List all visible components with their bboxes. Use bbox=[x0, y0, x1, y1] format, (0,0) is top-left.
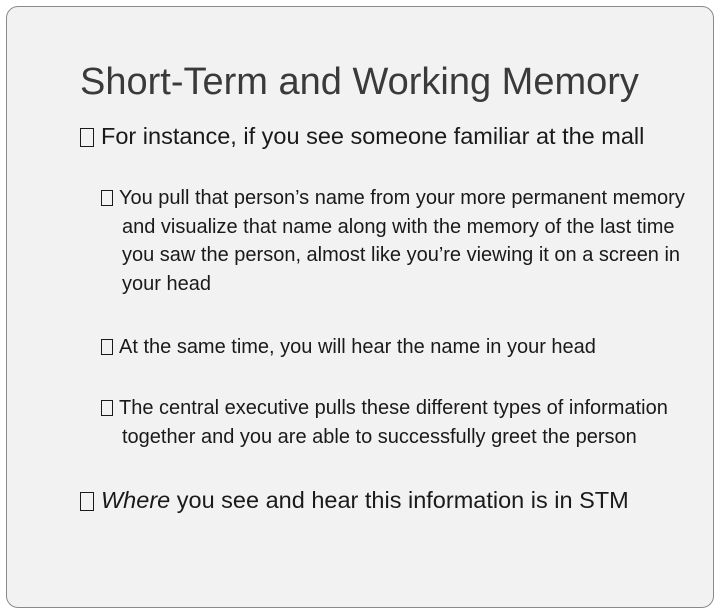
bullet-text: The central executive pulls these different types of information together and you are able to successfully greet the person bbox=[119, 397, 668, 448]
bullet-text: You pull that person’s name from your more permanent memory and visualize that name along with the memory of the last time you saw the person, almost like you’re viewing it on a screen in your head bbox=[119, 187, 685, 295]
bullet-box-icon bbox=[101, 339, 113, 355]
bullet-level1-item bbox=[80, 122, 691, 151]
bullet-emphasis-text: Where bbox=[101, 487, 171, 513]
bullet-text: At the same time, you will hear the name in your head bbox=[119, 336, 596, 358]
bullet-box-icon bbox=[101, 190, 113, 206]
bullet-box-icon bbox=[80, 492, 94, 511]
bullet-text: For instance, if you see someone familiar at the mall bbox=[101, 123, 645, 149]
bullet-text: you see and hear this information is in STM bbox=[170, 487, 629, 513]
slide-title: Short-Term and Working Memory bbox=[80, 61, 639, 103]
bullet-box-icon bbox=[80, 128, 94, 147]
bullet-level2-item bbox=[101, 333, 702, 362]
bullet-box-icon bbox=[101, 400, 113, 416]
bullet-level2-item bbox=[101, 394, 702, 451]
bullet-level2-item bbox=[101, 184, 702, 298]
bullet-level1-item bbox=[80, 486, 691, 515]
